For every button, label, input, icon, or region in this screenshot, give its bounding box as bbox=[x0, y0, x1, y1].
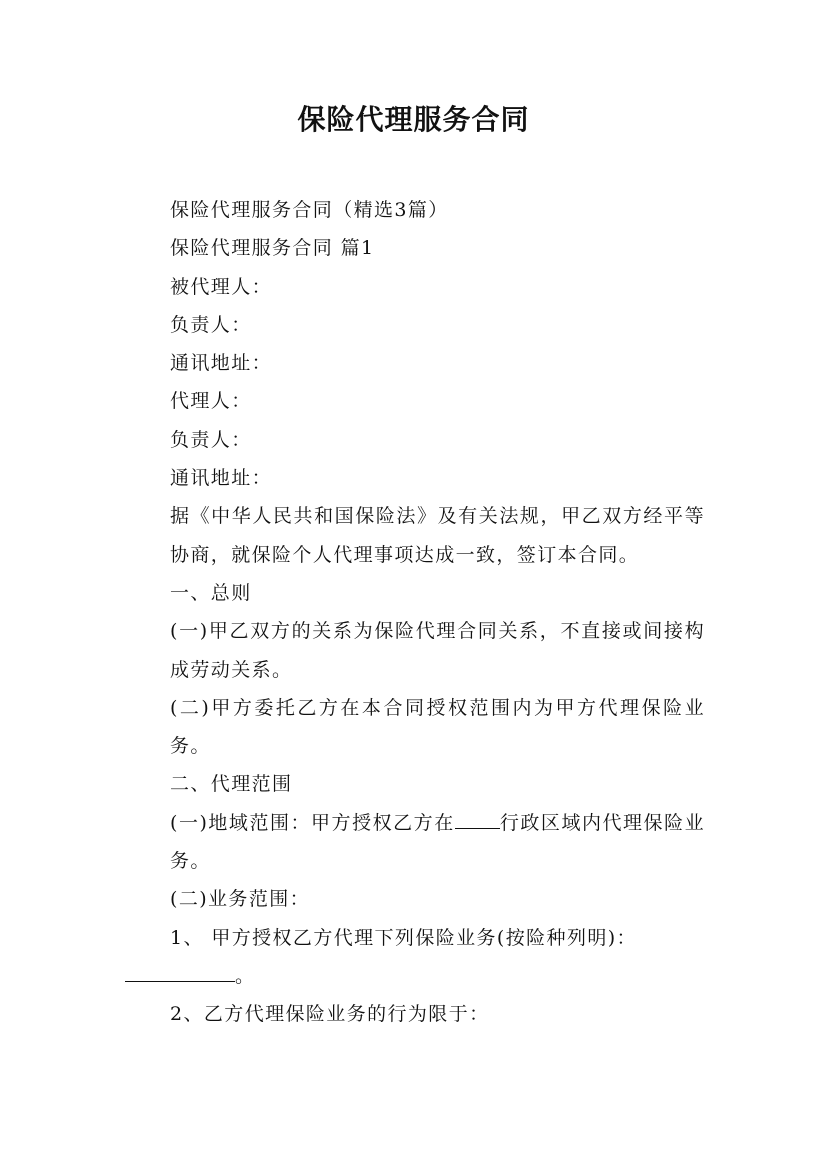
section-2-heading: 二、代理范围 bbox=[170, 773, 293, 796]
clause-2-1-text-before: (一)地域范围：甲方授权乙方在 bbox=[170, 811, 455, 834]
item-1: 1、 甲方授权乙方代理下列保险业务(按险种列明)： bbox=[170, 926, 637, 949]
document-title: 保险代理服务合同 bbox=[297, 103, 530, 136]
insurance-types-blank bbox=[125, 963, 235, 982]
article-heading: 保险代理服务合同 篇1 bbox=[170, 237, 375, 260]
item-1-end-mark: 。 bbox=[235, 964, 256, 987]
clause-2-1-text-after: 行政区域内代理保险业务。 bbox=[170, 811, 705, 873]
region-blank-line bbox=[455, 810, 500, 829]
principal-head-label: 负责人： bbox=[170, 313, 252, 336]
clause-1-2: (二)甲方委托乙方在本合同授权范围内为甲方代理保险业务。 bbox=[170, 696, 705, 758]
principal-label: 被代理人： bbox=[170, 275, 273, 298]
document-body bbox=[125, 191, 705, 1034]
preamble-paragraph: 据《中华人民共和国保险法》及有关法规，甲乙双方经平等协商，就保险个人代理事项达成一致，签订本合同。 bbox=[170, 505, 705, 566]
collection-heading: 保险代理服务合同（精选3篇） bbox=[170, 199, 449, 221]
item-2: 2、乙方代理保险业务的行为限于： bbox=[170, 1003, 490, 1026]
clause-2-2: (二)业务范围： bbox=[170, 888, 311, 911]
agent-label: 代理人： bbox=[170, 390, 252, 413]
agent-head-label: 负责人： bbox=[170, 428, 252, 451]
principal-address-label: 通讯地址： bbox=[170, 352, 273, 375]
clause-1-1: (一)甲乙双方的关系为保险代理合同关系，不直接或间接构成劳动关系。 bbox=[170, 620, 705, 681]
clause-2-1 bbox=[125, 804, 705, 881]
section-1-heading: 一、总则 bbox=[170, 581, 252, 604]
agent-address-label: 通讯地址： bbox=[170, 467, 273, 490]
item-1-blank-line bbox=[125, 957, 705, 995]
